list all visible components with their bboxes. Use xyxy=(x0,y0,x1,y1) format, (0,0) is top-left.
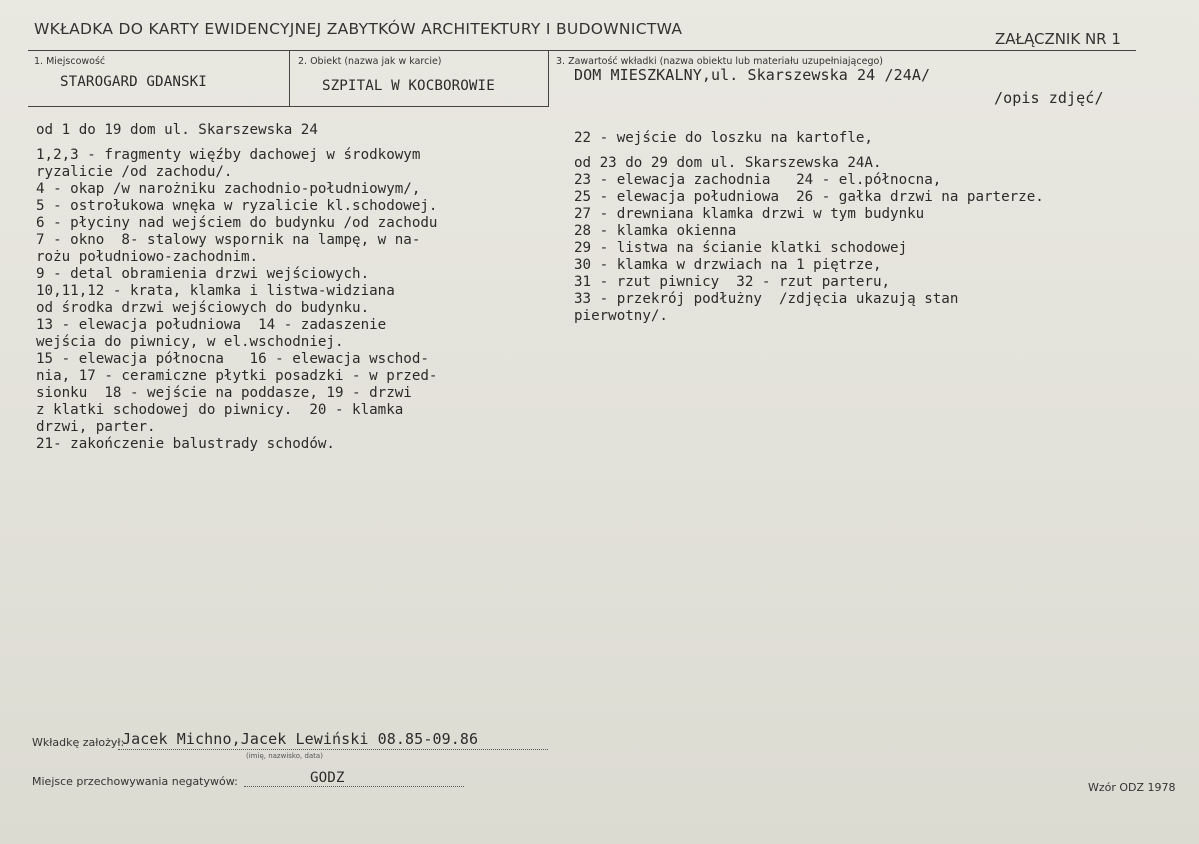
right-line: 22 - wejście do loszku na kartofle, xyxy=(574,130,873,146)
field-divider-2 xyxy=(548,50,549,106)
form-title: WKŁADKA DO KARTY EWIDENCYJNEJ ZABYTKÓW ARCHITEKTURY I BUDOWNICTWA xyxy=(34,20,683,38)
right-line: 25 - elewacja południowa 26 - gałka drzwi na parterze. xyxy=(574,189,1044,205)
content-label: 3. Zawartość wkładki (nazwa obiektu lub materiału uzupełniającego) xyxy=(556,56,883,67)
right-line: 31 - rzut piwnicy 32 - rzut parteru, xyxy=(574,274,891,290)
left-column xyxy=(36,122,437,453)
left-line: od środka drzwi wejściowych do budynku. xyxy=(36,300,370,316)
left-line: 9 - detal obramienia drzwi wejściowych. xyxy=(36,266,370,282)
left-line: 1,2,3 - fragmenty więźby dachowej w środkowym xyxy=(36,147,421,163)
left-line: 21- zakończenie balustrady schodów. xyxy=(36,436,335,452)
attachment-number: ZAŁĄCZNIK NR 1 xyxy=(995,30,1121,48)
right-column xyxy=(574,130,1044,325)
left-line: 4 - okap /w narożniku zachodnio-południowym/, xyxy=(36,181,421,197)
left-line: rożu południowo-zachodnim. xyxy=(36,249,259,265)
locality-value: STAROGARD GDANSKI xyxy=(60,74,207,90)
right-line: 23 - elewacja zachodnia 24 - el.północna, xyxy=(574,172,942,188)
left-line: 13 - elewacja południowa 14 - zadaszenie xyxy=(36,317,387,333)
right-line: 29 - listwa na ścianie klatki schodowej xyxy=(574,240,908,256)
fields-bottom-rule xyxy=(28,106,549,107)
right-line: od 23 do 29 dom ul. Skarszewska 24A. xyxy=(574,155,882,171)
locality-label: 1. Miejscowość xyxy=(34,56,106,67)
prepared-by-label: Wkładkę założył: xyxy=(32,736,125,749)
negatives-label: Miejsce przechowywania negatywów: xyxy=(32,775,238,788)
right-line: 28 - klamka okienna xyxy=(574,223,737,239)
left-line: 6 - płyciny nad wejściem do budynku /od zachodu xyxy=(36,215,438,231)
left-line: wejścia do piwnicy, w el.wschodniej. xyxy=(36,334,344,350)
right-line: 30 - klamka w drzwiach na 1 piętrze, xyxy=(574,257,882,273)
left-line: 5 - ostrołukowa wnęka w ryzalicie kl.schodowej. xyxy=(36,198,438,214)
top-rule xyxy=(28,50,1136,51)
left-line: 10,11,12 - krata, klamka i listwa-widziana xyxy=(36,283,395,299)
negatives-line xyxy=(244,786,464,787)
left-line: nia, 17 - ceramiczne płytki posadzki - w przed- xyxy=(36,368,438,384)
prepared-by-line xyxy=(118,749,548,750)
content-value: DOM MIESZKALNY,ul. Skarszewska 24 /24A/ xyxy=(574,66,931,84)
object-value: SZPITAL W KOCBOROWIE xyxy=(322,78,495,94)
right-line: 33 - przekrój podłużny /zdjęcia ukazują stan xyxy=(574,291,959,307)
left-line: 15 - elewacja północna 16 - elewacja wschod- xyxy=(36,351,429,367)
left-line: ryzalicie /od zachodu/. xyxy=(36,164,233,180)
left-line: 7 - okno 8- stalowy wspornik na lampę, w na- xyxy=(36,232,421,248)
right-line: pierwotny/. xyxy=(574,308,668,324)
left-line: sionku 18 - wejście na poddasze, 19 - drzwi xyxy=(36,385,412,401)
right-line: 27 - drewniana klamka drzwi w tym budynku xyxy=(574,206,925,222)
left-line: drzwi, parter. xyxy=(36,419,156,435)
form-code: Wzór ODZ 1978 xyxy=(1088,781,1176,794)
left-line: od 1 do 19 dom ul. Skarszewska 24 xyxy=(36,122,318,138)
negatives-value: GODZ xyxy=(310,770,345,786)
object-label: 2. Obiekt (nazwa jak w karcie) xyxy=(298,56,442,67)
field-divider-1 xyxy=(289,50,290,106)
prepared-by-value: Jacek Michno,Jacek Lewiński 08.85-09.86 xyxy=(122,730,479,748)
content-value-note: /opis zdjęć/ xyxy=(994,89,1104,107)
prepared-by-hint: (imię, nazwisko, data) xyxy=(246,752,323,760)
left-line: z klatki schodowej do piwnicy. 20 - klamka xyxy=(36,402,404,418)
